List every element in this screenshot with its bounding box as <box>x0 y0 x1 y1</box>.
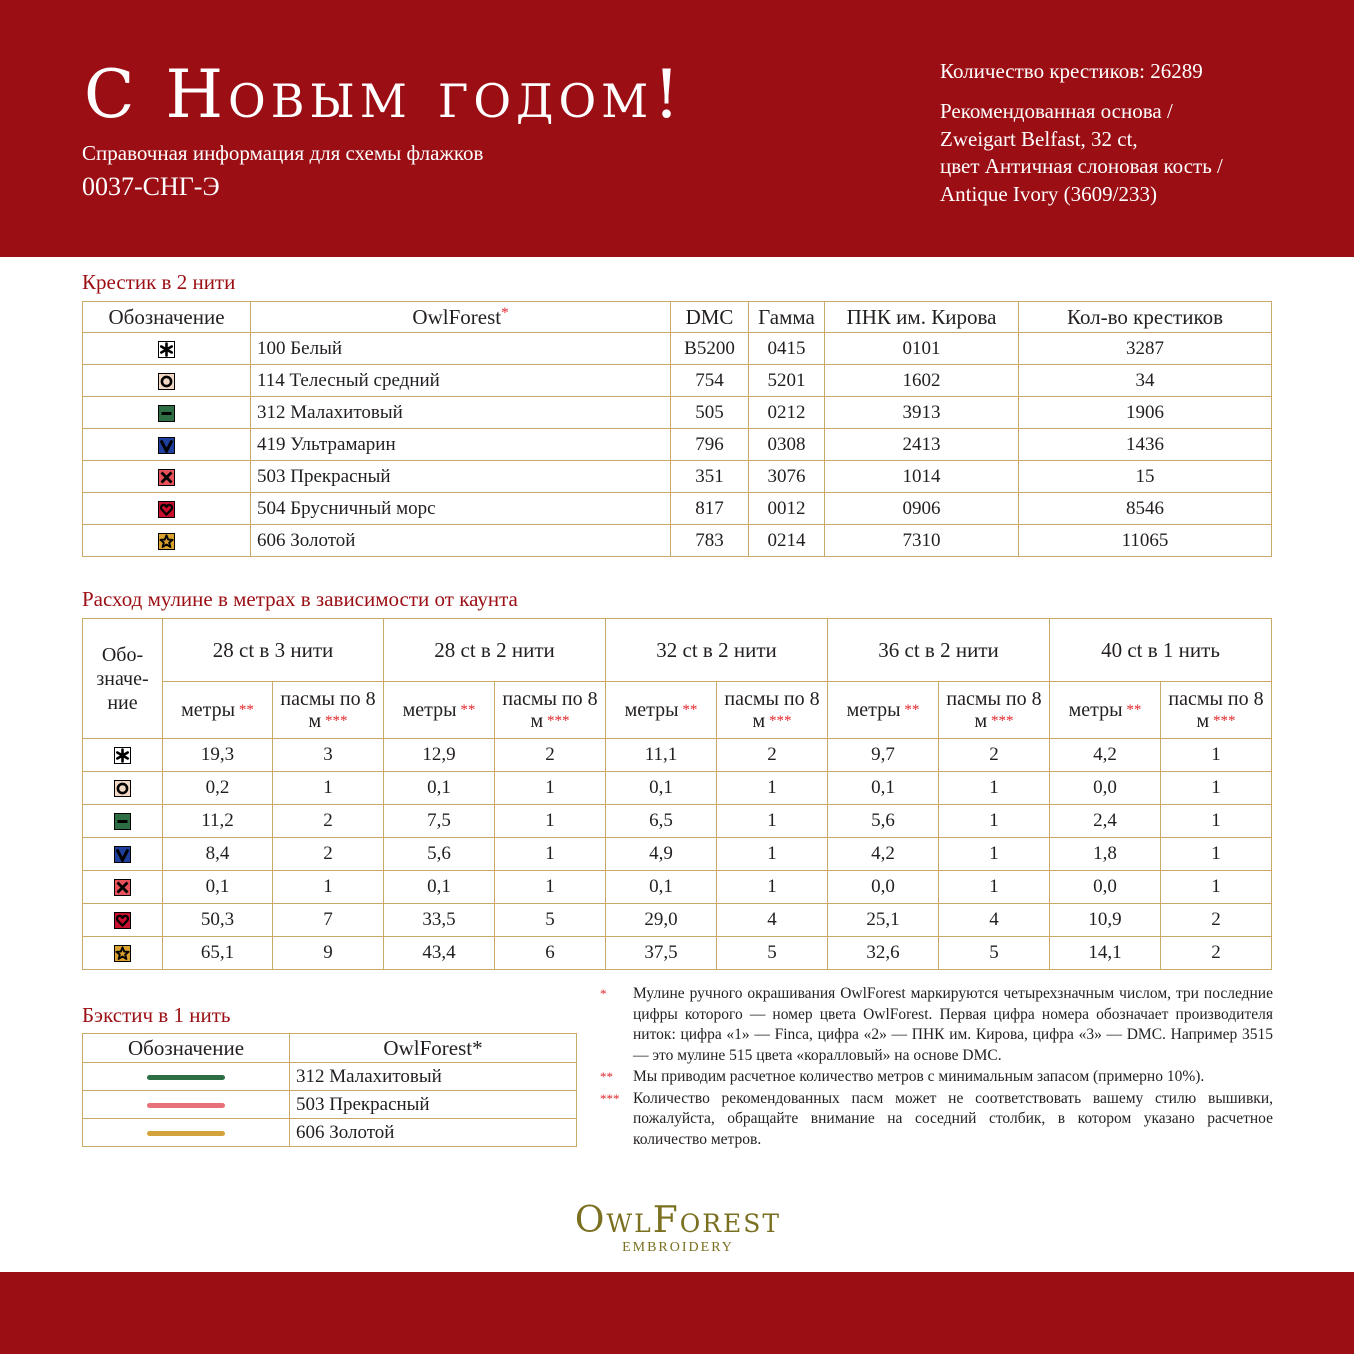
group-header-row <box>83 619 1272 682</box>
count-group-header: 36 ct в 2 нити <box>828 619 1050 682</box>
backstitch-line-icon <box>147 1103 225 1108</box>
table-row <box>83 1091 577 1119</box>
column-header: Кол-во крестиков <box>1019 302 1272 333</box>
owlforest-cell: 504 Брусничный морс <box>251 493 671 525</box>
owlforest-logo <box>568 1200 788 1256</box>
pattern-code: 0037-СНГ-Э <box>82 172 220 201</box>
skeins-cell: 1 <box>1161 805 1272 838</box>
column-header: OwlForest* <box>290 1034 577 1063</box>
symbol-cell <box>83 805 163 838</box>
heart-icon <box>114 912 131 929</box>
canvas-line: цвет Античная слоновая кость / <box>940 154 1223 178</box>
pnk-cell: 7310 <box>825 525 1019 557</box>
skeins-cell: 2 <box>495 739 606 772</box>
skeins-header <box>495 682 606 739</box>
dmc-cell: 754 <box>671 365 749 397</box>
footnote <box>598 1089 1273 1151</box>
gamma-cell: 0212 <box>749 397 825 429</box>
skeins-cell: 1 <box>1161 871 1272 904</box>
table-row <box>83 1063 577 1091</box>
skeins-cell: 1 <box>1161 838 1272 871</box>
backstitch-table <box>82 1033 577 1147</box>
table-row <box>83 739 1272 772</box>
meters-label: метры <box>402 699 457 721</box>
footnote-mark: *** <box>1209 713 1236 729</box>
skeins-label: пасмы по 8 м <box>946 688 1042 732</box>
backstitch-title: Бэкстич в 1 нить <box>82 1003 231 1027</box>
owlforest-cell: 100 Белый <box>251 333 671 365</box>
cross-stitch-table <box>82 301 1272 557</box>
symbol-cell <box>83 365 251 397</box>
page-subtitle: Справочная информация для схемы флажков <box>82 141 484 165</box>
canvas-line: Рекомендованная основа / <box>940 99 1173 123</box>
skeins-label: пасмы по 8 м <box>280 688 376 732</box>
table-header-row <box>83 302 1272 333</box>
meters-label: метры <box>1068 699 1123 721</box>
meters-cell: 14,1 <box>1050 937 1161 970</box>
count-group-header: 28 ct в 2 нити <box>384 619 606 682</box>
footnote-mark: ** <box>600 1069 613 1084</box>
symbol-cell <box>83 429 251 461</box>
footnote-mark: ** <box>900 702 920 718</box>
meters-label: метры <box>181 699 236 721</box>
meters-cell: 0,0 <box>1050 772 1161 805</box>
pnk-cell: 0101 <box>825 333 1019 365</box>
skeins-cell: 1 <box>495 805 606 838</box>
footnote <box>598 1067 1273 1088</box>
skeins-cell: 1 <box>939 871 1050 904</box>
meters-cell: 5,6 <box>828 805 939 838</box>
meters-cell: 25,1 <box>828 904 939 937</box>
count-cell: 3287 <box>1019 333 1272 365</box>
meters-header <box>384 682 495 739</box>
symbol-cell <box>83 333 251 365</box>
column-header: Обозначение <box>83 302 251 333</box>
gamma-cell: 0308 <box>749 429 825 461</box>
backstitch-symbol-cell <box>83 1091 290 1119</box>
symbol-cell <box>83 525 251 557</box>
meters-cell: 19,3 <box>163 739 273 772</box>
skeins-cell: 3 <box>273 739 384 772</box>
x-icon <box>114 879 131 896</box>
logo-tagline: EMBROIDERY <box>622 1240 734 1255</box>
dmc-cell: 505 <box>671 397 749 429</box>
circle-icon <box>158 373 175 390</box>
meters-cell: 4,9 <box>606 838 717 871</box>
symbol-cell <box>83 461 251 493</box>
meters-cell: 37,5 <box>606 937 717 970</box>
symbol-cell <box>83 904 163 937</box>
owlforest-cell: 114 Телесный средний <box>251 365 671 397</box>
skeins-label: пасмы по 8 м <box>724 688 820 732</box>
count-group-header: 28 ct в 3 нити <box>163 619 384 682</box>
meters-cell: 11,1 <box>606 739 717 772</box>
pnk-cell: 1014 <box>825 461 1019 493</box>
sub-header-row <box>83 682 1272 739</box>
footnote-mark: * <box>501 304 509 321</box>
meters-cell: 10,9 <box>1050 904 1161 937</box>
owlforest-header-label: OwlForest <box>412 304 502 329</box>
meters-cell: 9,7 <box>828 739 939 772</box>
skeins-cell: 1 <box>1161 739 1272 772</box>
column-header: Обозначение <box>83 1034 290 1063</box>
meters-header <box>606 682 717 739</box>
skeins-header <box>1161 682 1272 739</box>
symbol-cell <box>83 871 163 904</box>
dmc-cell: B5200 <box>671 333 749 365</box>
header-banner <box>0 0 1354 257</box>
symbol-cell <box>83 772 163 805</box>
skeins-cell: 2 <box>273 838 384 871</box>
owlforest-cell: 503 Прекрасный <box>290 1091 577 1119</box>
meters-cell: 5,6 <box>384 838 495 871</box>
gamma-cell: 0214 <box>749 525 825 557</box>
column-header: DMC <box>671 302 749 333</box>
skeins-cell: 1 <box>273 772 384 805</box>
meters-cell: 4,2 <box>828 838 939 871</box>
meters-cell: 0,0 <box>1050 871 1161 904</box>
skeins-cell: 7 <box>273 904 384 937</box>
skeins-cell: 1 <box>495 772 606 805</box>
dmc-cell: 817 <box>671 493 749 525</box>
footnote-mark: *** <box>987 713 1014 729</box>
table-header-row <box>83 1034 577 1063</box>
count-cell: 8546 <box>1019 493 1272 525</box>
pnk-cell: 1602 <box>825 365 1019 397</box>
meters-cell: 0,2 <box>163 772 273 805</box>
owlforest-cell: 606 Золотой <box>251 525 671 557</box>
symbol-cell <box>83 493 251 525</box>
stitch-count: Количество крестиков: 26289 <box>940 59 1203 83</box>
skeins-label: пасмы по 8 м <box>502 688 598 732</box>
meters-cell: 50,3 <box>163 904 273 937</box>
symbol-cell <box>83 739 163 772</box>
meters-cell: 0,1 <box>606 772 717 805</box>
v-icon <box>114 846 131 863</box>
owlforest-cell: 312 Малахитовый <box>290 1063 577 1091</box>
skeins-cell: 1 <box>273 871 384 904</box>
meters-cell: 0,1 <box>606 871 717 904</box>
gamma-cell: 3076 <box>749 461 825 493</box>
star-icon <box>114 945 131 962</box>
owlforest-cell: 606 Золотой <box>290 1119 577 1147</box>
asterisk-icon <box>114 747 131 764</box>
skeins-cell: 1 <box>939 838 1050 871</box>
backstitch-symbol-cell <box>83 1063 290 1091</box>
meters-cell: 43,4 <box>384 937 495 970</box>
count-cell: 34 <box>1019 365 1272 397</box>
footnote <box>598 984 1273 1066</box>
table-row <box>83 805 1272 838</box>
skeins-cell: 4 <box>717 904 828 937</box>
column-header: Гамма <box>749 302 825 333</box>
cross-stitch-title: Крестик в 2 нити <box>82 270 236 294</box>
skeins-label: пасмы по 8 м <box>1168 688 1264 732</box>
skeins-cell: 6 <box>495 937 606 970</box>
skeins-cell: 4 <box>939 904 1050 937</box>
footnote-text: Количество рекомендованных пасм может не соответствовать вашему стилю вышивки, пожалуйста, обращайте внимание на соседний столбик, в котором указано расчетное количество метров. <box>633 1089 1273 1148</box>
owlforest-cell: 312 Малахитовый <box>251 397 671 429</box>
meters-cell: 8,4 <box>163 838 273 871</box>
dmc-cell: 796 <box>671 429 749 461</box>
meters-cell: 0,1 <box>384 772 495 805</box>
count-cell: 15 <box>1019 461 1272 493</box>
minus-icon <box>158 405 175 422</box>
symbol-header: Обо- значе- ние <box>83 619 163 739</box>
footnote-mark: *** <box>543 713 570 729</box>
skeins-header <box>717 682 828 739</box>
count-group-header: 32 ct в 2 нити <box>606 619 828 682</box>
footnote-mark: *** <box>321 713 348 729</box>
footnote-mark: ** <box>235 702 254 718</box>
canvas-recommendation <box>940 98 1223 208</box>
skeins-cell: 5 <box>717 937 828 970</box>
symbol-cell <box>83 838 163 871</box>
count-cell: 11065 <box>1019 525 1272 557</box>
skeins-cell: 1 <box>939 805 1050 838</box>
skeins-cell: 9 <box>273 937 384 970</box>
logo-wordmark: OwlForest <box>574 1200 782 1241</box>
footer-banner <box>0 1272 1354 1354</box>
symbol-cell <box>83 397 251 429</box>
skeins-cell: 2 <box>273 805 384 838</box>
skeins-cell: 2 <box>939 739 1050 772</box>
footnote-mark: * <box>600 986 607 1001</box>
meters-cell: 11,2 <box>163 805 273 838</box>
skeins-cell: 5 <box>495 904 606 937</box>
dmc-cell: 783 <box>671 525 749 557</box>
skeins-cell: 1 <box>717 871 828 904</box>
count-group-header: 40 ct в 1 нить <box>1050 619 1272 682</box>
column-header: ПНК им. Кирова <box>825 302 1019 333</box>
canvas-line: Zweigart Belfast, 32 ct, <box>940 126 1138 151</box>
backstitch-line-icon <box>147 1131 225 1136</box>
skeins-cell: 1 <box>717 838 828 871</box>
backstitch-line-icon <box>147 1075 225 1080</box>
footnote-mark: *** <box>600 1090 620 1106</box>
pnk-cell: 3913 <box>825 397 1019 429</box>
meters-cell: 4,2 <box>1050 739 1161 772</box>
skeins-cell: 1 <box>717 772 828 805</box>
page-title: С Новым годом! <box>84 56 685 133</box>
table-row <box>83 1119 577 1147</box>
table-row <box>83 333 1272 365</box>
minus-icon <box>114 813 131 830</box>
meters-header <box>1050 682 1161 739</box>
meters-cell: 32,6 <box>828 937 939 970</box>
meters-cell: 33,5 <box>384 904 495 937</box>
pnk-cell: 0906 <box>825 493 1019 525</box>
table-row <box>83 772 1272 805</box>
meters-cell: 0,1 <box>828 772 939 805</box>
footnote-text: Мы приводим расчетное количество метров с минимальным запасом (примерно 10%). <box>633 1068 1205 1085</box>
gamma-cell: 5201 <box>749 365 825 397</box>
table-row <box>83 397 1272 429</box>
count-cell: 1436 <box>1019 429 1272 461</box>
table-row <box>83 904 1272 937</box>
meters-cell: 29,0 <box>606 904 717 937</box>
skeins-cell: 1 <box>495 838 606 871</box>
meters-cell: 0,1 <box>384 871 495 904</box>
meters-cell: 0,1 <box>163 871 273 904</box>
footnote-mark: ** <box>456 702 476 718</box>
star-icon <box>158 533 175 550</box>
heart-icon <box>158 501 175 518</box>
count-cell: 1906 <box>1019 397 1272 429</box>
footnote-mark: ** <box>1122 702 1142 718</box>
meters-header <box>163 682 273 739</box>
backstitch-symbol-cell <box>83 1119 290 1147</box>
meters-cell: 65,1 <box>163 937 273 970</box>
symbol-cell <box>83 937 163 970</box>
owlforest-cell: 503 Прекрасный <box>251 461 671 493</box>
canvas-line: Antique Ivory (3609/233) <box>940 181 1157 206</box>
table-row <box>83 429 1272 461</box>
footnote-text: Мулине ручного окрашивания OwlForest маркируются четырехзначным числом, три последние цифры которого — номер цвета OwlForest. Первая цифра номера обозначает производителя ниток: цифра «1» — Finca, цифра «2» — ПНК им. Кирова, цифра «3» — DMC. Например 3515 — это мулине 515 цвета «коралловый» на основе DMC. <box>633 985 1273 1064</box>
skeins-cell: 2 <box>1161 937 1272 970</box>
skeins-cell: 5 <box>939 937 1050 970</box>
skeins-cell: 1 <box>939 772 1050 805</box>
meters-cell: 2,4 <box>1050 805 1161 838</box>
footnote-mark: ** <box>678 702 698 718</box>
footnotes <box>598 984 1273 1151</box>
v-icon <box>158 437 175 454</box>
owlforest-cell: 419 Ультрамарин <box>251 429 671 461</box>
meters-cell: 0,0 <box>828 871 939 904</box>
table-row <box>83 937 1272 970</box>
skeins-cell: 1 <box>717 805 828 838</box>
skeins-cell: 1 <box>495 871 606 904</box>
gamma-cell: 0012 <box>749 493 825 525</box>
consumption-title: Расход мулине в метрах в зависимости от каунта <box>82 587 518 611</box>
meters-label: метры <box>846 699 901 721</box>
meters-cell: 6,5 <box>606 805 717 838</box>
meters-cell: 1,8 <box>1050 838 1161 871</box>
x-icon <box>158 469 175 486</box>
dmc-cell: 351 <box>671 461 749 493</box>
circle-icon <box>114 780 131 797</box>
consumption-table <box>82 618 1272 970</box>
table-row <box>83 461 1272 493</box>
meters-cell: 7,5 <box>384 805 495 838</box>
gamma-cell: 0415 <box>749 333 825 365</box>
skeins-cell: 2 <box>1161 904 1272 937</box>
table-row <box>83 838 1272 871</box>
skeins-header <box>273 682 384 739</box>
meters-label: метры <box>624 699 679 721</box>
skeins-header <box>939 682 1050 739</box>
pnk-cell: 2413 <box>825 429 1019 461</box>
table-row <box>83 493 1272 525</box>
footnote-mark: *** <box>765 713 792 729</box>
meters-header <box>828 682 939 739</box>
table-row <box>83 365 1272 397</box>
skeins-cell: 2 <box>717 739 828 772</box>
table-row <box>83 871 1272 904</box>
table-row <box>83 525 1272 557</box>
asterisk-icon <box>158 341 175 358</box>
meters-cell: 12,9 <box>384 739 495 772</box>
column-header <box>251 302 671 333</box>
skeins-cell: 1 <box>1161 772 1272 805</box>
